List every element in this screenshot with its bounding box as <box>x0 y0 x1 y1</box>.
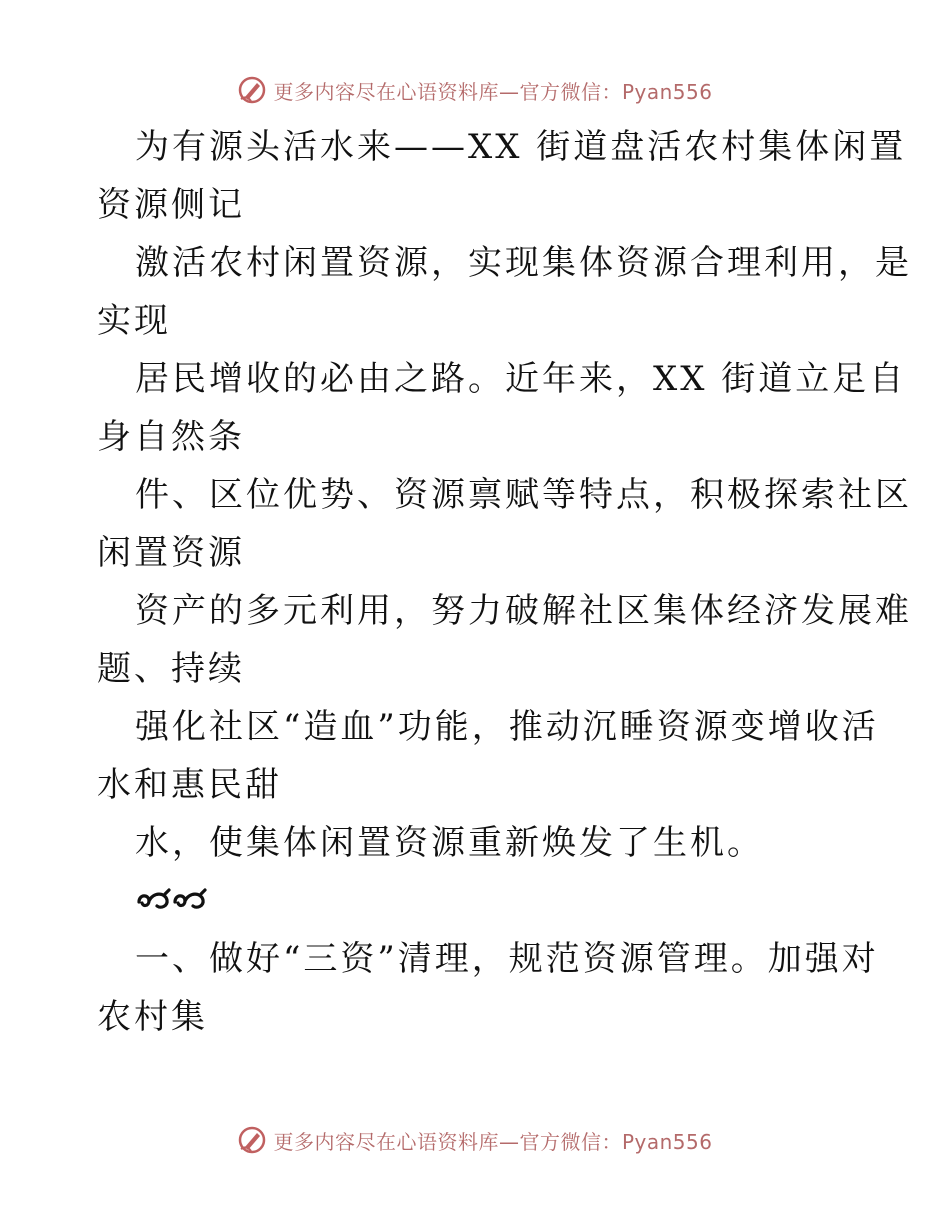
text-line: 激活农村闲置资源，实现集体资源合理利用，是 <box>135 243 912 283</box>
text-line: 闲置资源 <box>97 533 245 573</box>
text-line: 强化社区“造血”功能，推动沉睡资源变增收活 <box>135 707 879 747</box>
text-line: 资产的多元利用，努力破解社区集体经济发展难 <box>135 591 912 631</box>
text-line: 资源侧记 <box>97 185 245 225</box>
watermark-text: 更多内容尽在心语资料库—官方微信：Pyan556 <box>273 1129 713 1154</box>
text-line: 一、做好“三资”清理，规范资源管理。加强对 <box>135 939 879 979</box>
footer-watermark <box>0 1120 950 1160</box>
text-line: 水，使集体闲置资源重新焕发了生机。 <box>135 823 764 863</box>
pen-logo-icon <box>237 75 267 105</box>
text-line: 件、区位优势、资源禀赋等特点，积极探索社区 <box>135 475 912 515</box>
text-line: 居民增收的必由之路。近年来，XX 街道立足自 <box>135 359 907 399</box>
text-line: 题、持续 <box>97 649 245 689</box>
text-line: 农村集 <box>97 997 208 1037</box>
text-line: 为有源头活水来——XX 街道盘活农村集体闲置 <box>135 127 907 167</box>
text-line: 水和惠民甜 <box>97 765 282 805</box>
text-line: 实现 <box>97 301 171 341</box>
header-watermark <box>0 70 950 110</box>
text-line: 身自然条 <box>97 417 245 457</box>
pen-logo-icon <box>237 1125 267 1155</box>
double-swirl-ornament-icon <box>97 872 857 930</box>
watermark-text: 更多内容尽在心语资料库—官方微信：Pyan556 <box>273 79 713 104</box>
document-body <box>97 118 912 1046</box>
